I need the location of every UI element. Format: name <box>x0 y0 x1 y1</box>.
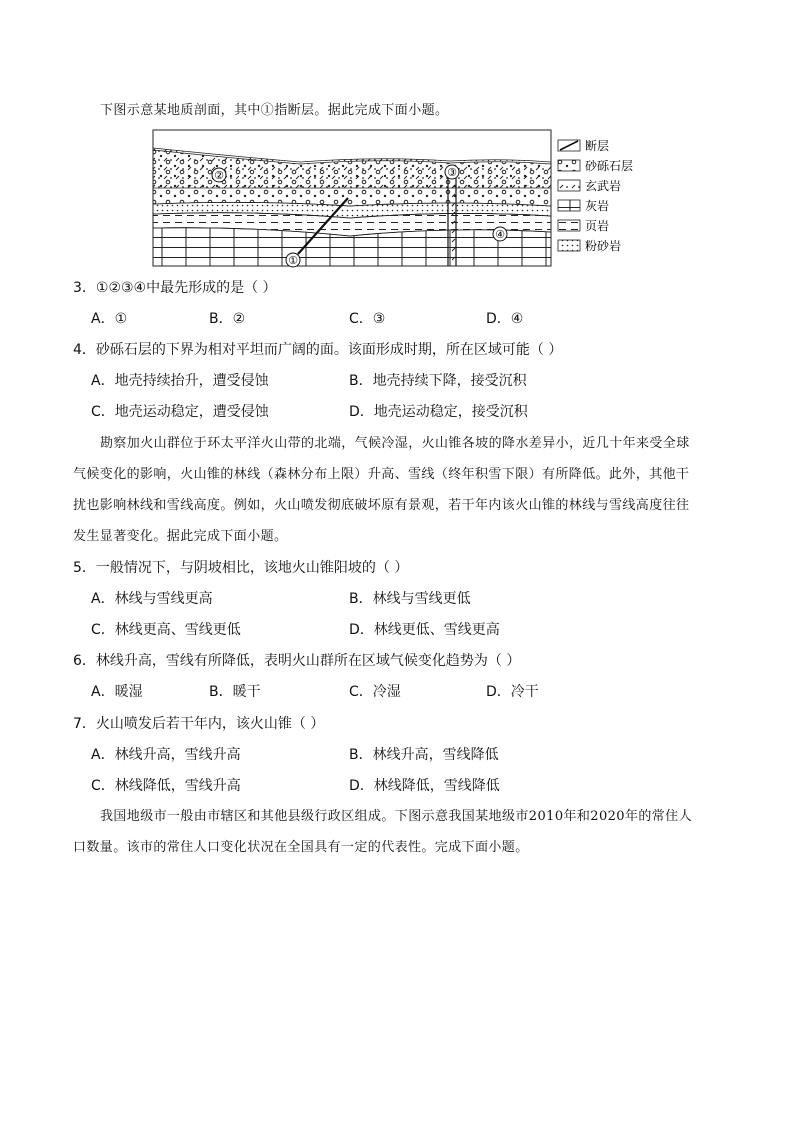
q7-option-a[interactable]: A．林线升高，雪线升高 <box>91 747 241 763</box>
q7-stem: 7．火山喷发后若干年内，该火山锥（ ） <box>73 716 325 732</box>
q4-stem: 4．砂砾石层的下界为相对平坦而广阔的面。该面形成时期，所在区域可能（ ） <box>73 342 563 358</box>
q3-option-b[interactable]: B．② <box>209 311 246 327</box>
q7-option-b[interactable]: B．林线升高，雪线降低 <box>349 747 499 763</box>
section2-intro-line-3: 扰也影响林线和雪线高度。例如，火山喷发彻底破坏原有景观，若干年内该火山锥的林线与雪线高度往往 <box>73 498 690 513</box>
q4-option-a[interactable]: A．地壳持续抬升，遭受侵蚀 <box>91 373 269 389</box>
q6-option-b[interactable]: B．暖干 <box>209 684 261 700</box>
q5-option-b[interactable]: B．林线与雪线更低 <box>349 591 471 607</box>
q4-option-b[interactable]: B．地壳持续下降，接受沉积 <box>349 373 527 389</box>
q4-option-c[interactable]: C．地壳运动稳定，遭受侵蚀 <box>91 404 269 420</box>
marker-4: ④ <box>495 228 505 241</box>
q5-stem: 5．一般情况下，与阴坡相比，该地火山锥阳坡的（ ） <box>73 560 409 576</box>
q5-option-c[interactable]: C．林线更高、雪线更低 <box>91 622 241 638</box>
legend-shale: 页岩 <box>585 219 610 233</box>
section2-intro-line-2: 气候变化的影响，火山锥的林线（森林分布上限）升高、雪线（终年积雪下限）有所降低。此外，其他干 <box>73 467 690 482</box>
q7-option-d[interactable]: D．林线降低，雪线降低 <box>349 778 500 794</box>
q5-option-a[interactable]: A．林线与雪线更高 <box>91 591 213 607</box>
marker-1: ① <box>288 254 298 267</box>
figure-legend <box>558 138 633 253</box>
legend-gravel: 砂砾石层 <box>585 159 634 173</box>
geologic-cross-section-figure <box>150 128 650 270</box>
q6-option-d[interactable]: D．冷干 <box>486 684 539 700</box>
q3-option-d[interactable]: D．④ <box>486 311 524 327</box>
marker-3: ③ <box>447 166 457 179</box>
section3-intro-line-2: 口数量。该市的常住人口变化状况在全国具有一定的代表性。完成下面小题。 <box>73 840 529 855</box>
section2-intro-line-1: 勘察加火山群位于环太平洋火山带的北端，气候冷湿，火山锥各坡的降水差异小，近几十年来受全球 <box>100 436 690 451</box>
q7-option-c[interactable]: C．林线降低，雪线升高 <box>91 778 241 794</box>
q3-stem: 3．①②③④中最先形成的是（ ） <box>73 280 277 296</box>
section2-intro-line-4: 发生显著变化。据此完成下面小题。 <box>73 529 288 544</box>
section3-intro-line-1: 我国地级市一般由市辖区和其他县级行政区组成。下图示意我国某地级市2010年和2020年的常住人 <box>100 809 692 824</box>
q6-option-a[interactable]: A．暖湿 <box>91 684 143 700</box>
legend-limestone: 灰岩 <box>585 199 610 213</box>
marker-2: ② <box>214 169 224 182</box>
q5-option-d[interactable]: D．林线更低、雪线更高 <box>349 622 500 638</box>
q3-option-c[interactable]: C．③ <box>349 311 386 327</box>
cross-section-block <box>153 130 551 266</box>
legend-basalt: 玄武岩 <box>585 179 622 193</box>
q6-option-c[interactable]: C．冷湿 <box>349 684 401 700</box>
q4-option-d[interactable]: D．地壳运动稳定，接受沉积 <box>349 404 528 420</box>
legend-fault: 断层 <box>585 139 610 153</box>
section1-intro: 下图示意某地质剖面，其中①指断层。据此完成下面小题。 <box>100 103 449 118</box>
q6-stem: 6．林线升高，雪线有所降低，表明火山群所在区域气候变化趋势为（ ） <box>73 653 521 669</box>
q3-option-a[interactable]: A．① <box>91 311 128 327</box>
legend-siltstone: 粉砂岩 <box>585 239 622 253</box>
